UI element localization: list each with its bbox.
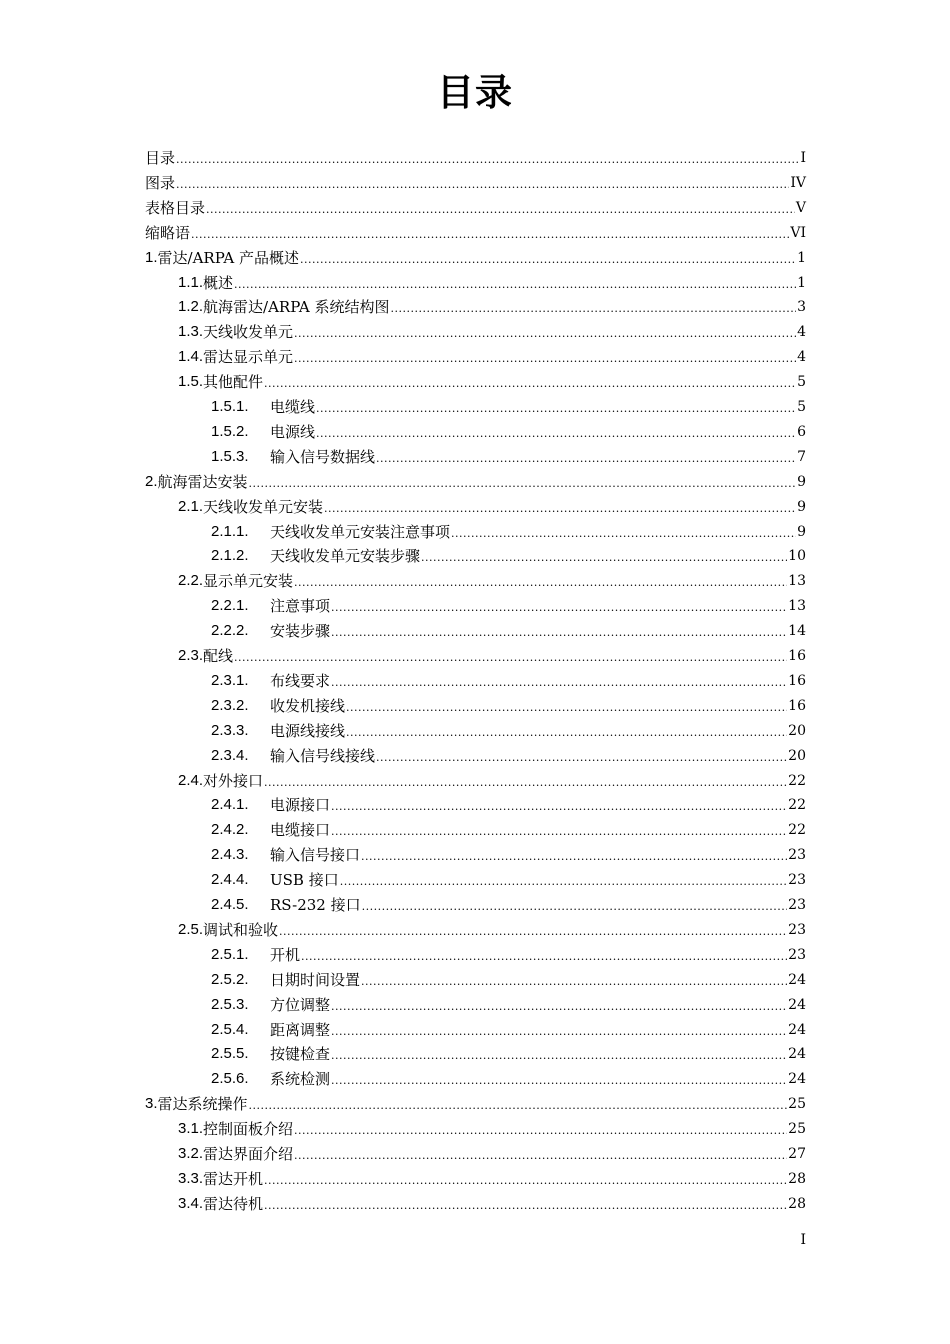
toc-entry-page: 23 [788,946,806,963]
toc-entry-page: V [795,199,806,216]
toc-entry-label: 概述 [203,273,234,292]
toc-entry-number: 3.3. [178,1169,204,1187]
dot-leader [361,850,787,864]
toc-entry-page: 25 [788,1121,806,1138]
toc-entry-label: 雷达待机 [203,1194,264,1213]
toc-entry-number: 2.2.2. [211,622,249,640]
toc-entry-number: 2.2. [178,572,204,590]
toc-entry-page: 27 [788,1146,806,1162]
toc-entry-number: 2.5.4. [211,1020,249,1038]
toc-entry-label: 雷达/ARPA 产品概述 [157,248,300,267]
dot-leader [362,900,788,914]
toc-entry[interactable] [178,319,806,341]
toc-entry-number: 1.5.2. [211,422,249,440]
toc-entry-number: 2.5.5. [211,1045,249,1063]
toc-entry-page: VI [790,224,806,241]
toc-entry-number: 1.5.1. [211,398,249,415]
toc-entry-label: USB 接口 [270,871,339,890]
toc-entry[interactable] [178,1166,806,1188]
toc-entry-label: 调试和验收 [203,920,279,939]
toc-entry-number: 2.5.6. [211,1070,249,1088]
toc-entry[interactable] [211,942,806,964]
toc-entry-page: 1 [797,249,806,266]
toc-entry-number: 2.4.2. [211,821,249,839]
dot-leader [421,551,787,565]
dot-leader [331,1025,787,1039]
toc-entry-label: 天线收发单元 [203,323,294,342]
dot-leader [340,875,787,889]
toc-entry-label: 电源接口 [270,796,331,815]
toc-entry-page: 24 [788,1071,806,1088]
dot-leader [264,377,796,391]
toc-entry-number: 2.4.1. [211,796,249,814]
toc-entry-page: 22 [788,822,806,839]
dot-leader [249,1099,788,1113]
dot-leader [346,726,787,740]
toc-entry[interactable] [145,145,806,167]
toc-entry-label: 布线要求 [270,671,331,690]
toc-entry[interactable] [211,867,806,889]
toc-entry-page: 25 [788,1096,806,1113]
toc-entry-label: 电缆线 [270,398,316,416]
toc-entry[interactable] [178,917,806,939]
toc-entry-page: 23 [788,921,806,938]
toc-entry[interactable] [178,1141,806,1163]
toc-entry-number: 2.5.1. [211,945,249,963]
toc-entry-number: 2.4. [178,771,204,789]
toc-entry-label: 雷达界面介绍 [203,1145,294,1163]
toc-entry-label: 安装步骤 [270,622,331,641]
toc-entry-page: 1 [797,274,806,291]
dot-leader [331,800,787,814]
toc-entry[interactable] [178,1116,806,1138]
dot-leader [234,651,787,665]
toc-entry-label: 其他配件 [203,373,264,392]
toc-entry-page: 16 [788,648,806,664]
toc-entry[interactable] [211,1066,806,1088]
toc-entry[interactable] [211,419,806,441]
toc-entry-label: 航海雷达/ARPA 系统结构图 [203,298,390,317]
toc-entry-number: 2.3. [178,647,204,664]
toc-entry-page: 16 [788,697,806,714]
toc-entry[interactable] [211,1017,806,1039]
toc-entry-page: 23 [788,897,806,913]
toc-entry-label: 目录 [145,149,176,167]
toc-entry-label: 天线收发单元安装 [203,497,324,516]
dot-leader [331,1074,787,1088]
toc-entry-number: 1.5.3. [211,447,249,465]
toc-entry-label: 显示单元安装 [203,572,294,591]
toc-entry[interactable] [178,568,806,590]
toc-entry-page: 9 [797,473,806,490]
toc-entry-page: 20 [788,722,806,739]
toc-entry[interactable] [211,444,806,466]
toc-entry[interactable] [178,369,806,391]
dot-leader [331,825,787,839]
dot-leader [294,1124,787,1138]
toc-entry-number: 2.3.1. [211,671,249,689]
toc-entry[interactable] [211,743,806,765]
toc-entry-label: 输入信号数据线 [270,447,376,466]
toc-entry-number: 1.2. [178,298,204,316]
toc-entry-label: 电源线 [270,422,316,441]
toc-entry-label: 按键检查 [270,1045,331,1064]
toc-entry-label: 输入信号线接线 [270,746,376,765]
toc-entry-page: 10 [788,548,806,565]
toc-entry-label: RS-232 接口 [270,896,361,914]
toc-entry-label: 收发机接线 [270,696,346,715]
toc-entry-label: 电源线接线 [270,721,346,740]
toc-entry-page: IV [790,174,806,191]
toc-entry-page: 7 [797,448,806,465]
toc-entry-number: 2.5.3. [211,995,249,1013]
toc-entry[interactable] [178,294,806,316]
dot-leader [324,502,796,516]
toc-entry-number: 3.1. [178,1120,204,1138]
toc-entry[interactable] [178,270,806,292]
toc-entry-label: 日期时间设置 [270,970,361,989]
dot-leader [294,327,796,341]
toc-entry[interactable] [145,245,806,267]
toc-entry-page: 9 [797,498,806,515]
toc-entry-page: 28 [788,1195,806,1212]
toc-entry-number: 2.5.2. [211,970,249,988]
toc-entry-page: 4 [797,324,806,341]
toc-entry[interactable] [211,543,806,565]
toc-entry-page: 5 [797,374,806,391]
toc-entry-page: 14 [788,623,806,640]
toc-entry[interactable] [178,494,806,516]
toc-entry[interactable] [145,170,806,192]
dot-leader [376,452,796,466]
toc-entry[interactable] [211,618,806,640]
dot-leader [301,950,787,964]
toc-entry-number: 2.3.4. [211,746,249,764]
toc-entry[interactable] [211,842,806,864]
dot-leader [206,203,795,217]
toc-entry-page: 9 [797,523,806,540]
toc-entry[interactable] [211,693,806,715]
toc-entry[interactable] [178,344,806,366]
toc-entry[interactable] [145,469,806,491]
toc-entry-page: 24 [788,996,806,1013]
toc-entry[interactable] [211,1041,806,1063]
toc-entry-page: 13 [788,573,806,590]
toc-entry-page: 5 [797,399,806,415]
toc-entry-number: 1.1. [178,273,204,291]
toc-entry-label: 缩略语 [145,223,191,242]
dot-leader [176,153,799,167]
toc-entry-label: 配线 [203,647,234,665]
toc-entry[interactable] [145,195,806,217]
dot-leader [376,751,787,765]
dot-leader [294,352,796,366]
toc-entry[interactable] [145,1091,806,1113]
toc-entry-label: 系统检测 [270,1070,331,1089]
toc-entry[interactable] [211,394,806,416]
toc-entry-label: 距离调整 [270,1020,331,1039]
toc-entry-number: 2.3.2. [211,696,249,714]
toc-entry-number: 2.1.2. [211,547,249,565]
toc-entry[interactable] [178,643,806,665]
toc-entry-label: 图录 [145,173,176,192]
dot-leader [331,1049,787,1063]
toc-entry-page: 13 [788,598,806,615]
toc-entry-number: 1. [145,248,158,266]
dot-leader [300,253,796,267]
dot-leader [279,925,787,939]
toc-entry[interactable] [211,792,806,814]
toc-entry-number: 2.4.3. [211,846,249,864]
toc-entry-page: 24 [788,971,806,988]
toc-entry-number: 2.2.1. [211,597,249,615]
toc-entry-page: 6 [797,423,806,440]
toc-entry-page: 28 [788,1170,806,1187]
page-title: 目录 [437,71,513,114]
toc-entry-label: 对外接口 [203,771,264,790]
dot-leader [331,1000,787,1014]
toc-entry-label: 表格目录 [145,198,206,217]
toc-entry[interactable] [211,967,806,989]
dot-leader [249,477,797,491]
toc-entry-number: 1.4. [178,348,204,366]
toc-entry[interactable] [211,817,806,839]
dot-leader [451,527,796,541]
dot-leader [264,776,787,790]
dot-leader [346,701,787,715]
toc-entry-label: 方位调整 [270,995,331,1014]
toc-entry-label: 雷达开机 [203,1169,264,1188]
toc-entry-page: 16 [788,672,806,689]
toc-entry-page: 20 [788,747,806,764]
dot-leader [191,228,789,242]
dot-leader [234,278,796,292]
toc-entry[interactable] [211,892,806,914]
toc-entry-label: 雷达系统操作 [157,1095,248,1114]
toc-entry-number: 2.3.3. [211,721,249,739]
dot-leader [294,1149,787,1163]
toc-entry-label: 雷达显示单元 [203,348,294,367]
toc-entry-page: I [800,150,806,166]
toc-entry-page: 22 [788,797,806,814]
dot-leader [264,1199,787,1213]
dot-leader [331,626,787,640]
toc-entry-label: 输入信号接口 [270,846,361,865]
toc-entry-label: 开机 [270,945,301,964]
toc-entry-number: 3.2. [178,1145,204,1162]
toc-entry-page: 4 [797,349,806,366]
toc-entry-label: 航海雷达安装 [157,472,248,491]
toc-entry-label: 电缆接口 [270,821,331,840]
toc-entry-page: 22 [788,772,806,789]
page-number: I [800,1232,806,1248]
toc-entry[interactable] [211,992,806,1014]
toc-entry-page: 3 [797,299,806,316]
toc-entry-number: 2.1. [178,497,204,515]
toc-entry[interactable] [211,718,806,740]
toc-entry-page: 23 [788,872,806,889]
toc-entry-label: 天线收发单元安装注意事项 [270,522,451,541]
dot-leader [176,178,789,192]
toc-entry-label: 控制面板介绍 [203,1120,294,1139]
dot-leader [316,402,796,416]
dot-leader [361,975,787,989]
toc-entry-number: 1.5. [178,373,204,391]
toc-entry[interactable] [211,519,806,541]
dot-leader [391,302,797,316]
dot-leader [264,1174,787,1188]
dot-leader [331,601,787,615]
toc-entry[interactable] [178,768,806,790]
toc-entry-number: 2.4.4. [211,871,249,889]
toc-entry-page: 23 [788,847,806,864]
toc-entry[interactable] [145,220,806,242]
dot-leader [294,576,787,590]
toc-entry-label: 天线收发单元安装步骤 [270,547,421,566]
toc-entry-label: 注意事项 [270,597,331,616]
toc-entry-number: 2. [145,472,158,490]
toc-entry-number: 2.5. [178,920,204,938]
dot-leader [316,427,796,441]
toc-entry-number: 1.3. [178,323,204,341]
toc-entry-number: 2.1.1. [211,522,249,540]
toc-entry-page: 24 [788,1021,806,1038]
toc-entry-number: 2.4.5. [211,896,249,913]
toc-entry-number: 3.4. [178,1194,204,1212]
toc-entry[interactable] [211,593,806,615]
toc-entry-number: 3. [145,1095,158,1113]
toc-entry-page: 24 [788,1046,806,1063]
dot-leader [331,676,787,690]
toc-entry[interactable] [211,668,806,690]
toc-entry[interactable] [178,1191,806,1213]
